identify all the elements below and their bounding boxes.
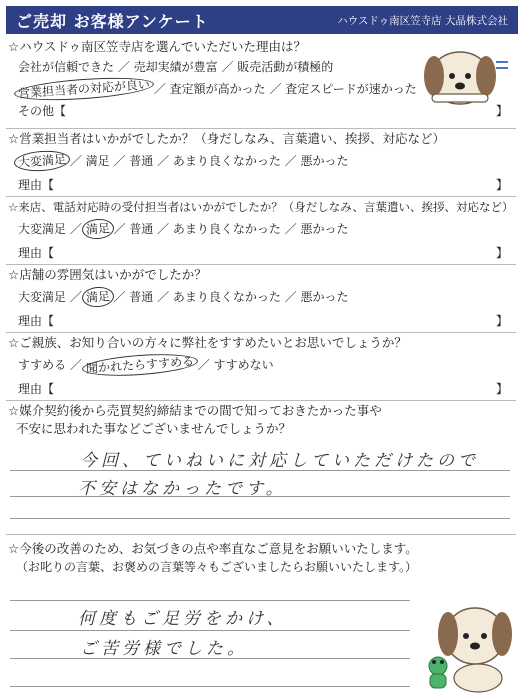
question-5 bbox=[8, 334, 516, 394]
bracket-close: 】 bbox=[495, 178, 508, 192]
option-text: ／ すすめない bbox=[193, 358, 274, 372]
question-4 bbox=[8, 266, 516, 326]
bracket-close: 】 bbox=[495, 314, 508, 328]
question-4-text: ☆店舗の雰囲気はいかがでしたか？ bbox=[8, 267, 207, 282]
handwritten-answer-6-line2: 不安はなかったです。 bbox=[78, 479, 287, 499]
handwritten-answer-6-line1: 今回、ていねいに対応していただけたので bbox=[80, 451, 479, 471]
selected-option: 聞かれたらすすめる bbox=[81, 351, 198, 379]
company-name: ハウスドゥ南区笠寺店 大晶株式会社 bbox=[337, 14, 508, 27]
selected-option: 満足 bbox=[81, 218, 114, 240]
selected-option: 営業担当者の対応が良い bbox=[13, 74, 154, 104]
question-2-options bbox=[18, 152, 349, 170]
question-1-options-line2 bbox=[17, 77, 417, 101]
question-1-options-line1: 会社が信頼できた ／ 売却実績が豊富 ／ 販売活動が積極的 bbox=[18, 60, 334, 74]
question-7-text-line1: ☆今後の改善のため、お気づきの点や率直なご意見をお願いいたします。 bbox=[8, 541, 418, 556]
bracket-close: 】 bbox=[495, 104, 508, 118]
bracket-close: 】 bbox=[495, 246, 508, 260]
handwritten-answer-7-line1: 何度もご足労をかけ、 bbox=[78, 609, 288, 629]
option-text: 大変満足 ／ bbox=[18, 222, 86, 236]
question-6 bbox=[8, 402, 516, 442]
question-4-options bbox=[18, 288, 349, 306]
option-text: ／ 査定額が高かった ／ 査定スピードが速かった bbox=[150, 82, 417, 96]
reason-label: 理由【 bbox=[18, 382, 55, 396]
option-text: ／ 普通 ／ あまり良くなかった ／ 悪かった bbox=[109, 290, 349, 304]
question-1-text: ☆ハウスドゥ南区笠寺店を選んでいただいた理由は？ bbox=[8, 39, 307, 54]
question-5-text: ☆ご親族、お知り合いの方々に弊社をすすめたいとお思いでしょうか？ bbox=[8, 335, 407, 350]
other-label: その他【 bbox=[18, 104, 67, 118]
question-3 bbox=[8, 198, 516, 258]
bracket-close: 】 bbox=[495, 382, 508, 396]
survey-title: ご売却 お客様アンケート bbox=[16, 11, 209, 31]
option-text: ／ 満足 ／ 普通 ／ あまり良くなかった ／ 悪かった bbox=[66, 154, 349, 168]
selected-option: 満足 bbox=[81, 286, 114, 308]
handwritten-answer-7-line2: ご苦労様でした。 bbox=[80, 639, 248, 659]
reason-row bbox=[18, 176, 508, 194]
option-text: すすめる ／ bbox=[18, 358, 86, 372]
reason-row bbox=[18, 312, 508, 330]
question-3-options bbox=[18, 220, 349, 238]
selected-option: 大変満足 bbox=[13, 149, 70, 173]
question-5-options bbox=[18, 356, 274, 374]
reason-label: 理由【 bbox=[18, 314, 55, 328]
question-7-text-line2: （お叱りの言葉、お褒めの言葉等々もございましたらお願いいたします。） bbox=[16, 560, 418, 574]
question-2-text: ☆営業担当者はいかがでしたか？（身だしなみ、言葉遣い、挨拶、対応など） bbox=[8, 131, 445, 146]
option-text: ／ 普通 ／ あまり良くなかった ／ 悪かった bbox=[109, 222, 349, 236]
reason-row bbox=[18, 244, 508, 262]
question-2 bbox=[8, 130, 516, 190]
dog-mascot-icon bbox=[412, 42, 512, 112]
reason-label: 理由【 bbox=[18, 246, 55, 260]
dog-with-frog-mascot-icon bbox=[420, 600, 520, 695]
survey-header bbox=[6, 6, 518, 34]
reason-label: 理由【 bbox=[18, 178, 55, 192]
question-3-text: ☆来店、電話対応時の受付担当者はいかがでしたか？（身だしなみ、言葉遣い、挨拶、対応など） bbox=[8, 200, 514, 214]
question-6-text-line2: 不安に思われた事などございませんでしょうか？ bbox=[16, 421, 292, 436]
option-text: 大変満足 ／ bbox=[18, 290, 86, 304]
reason-row bbox=[18, 380, 508, 398]
question-7 bbox=[8, 540, 516, 580]
question-6-text-line1: ☆媒介契約後から売買契約締結までの間で知っておきたかった事や bbox=[8, 403, 382, 418]
